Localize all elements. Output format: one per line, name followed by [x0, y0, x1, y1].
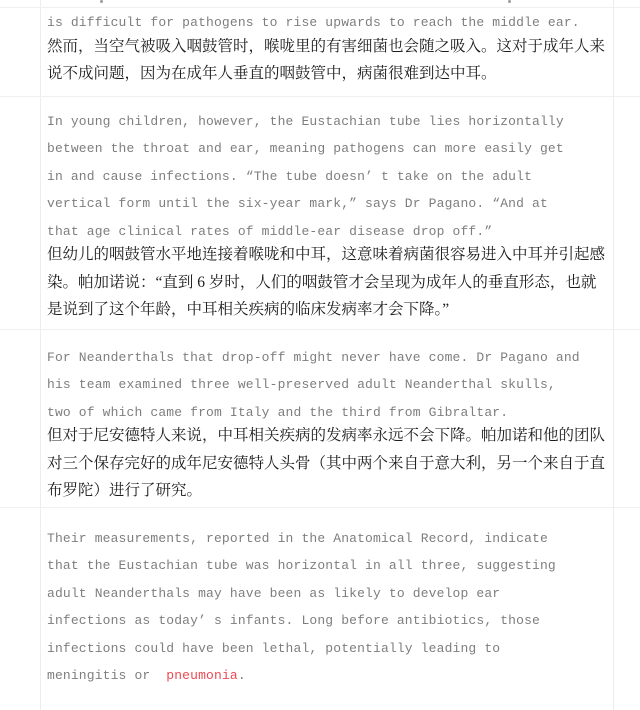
text-line — [47, 662, 620, 690]
text-line: infections as today’ s infants. Long before antibiotics, those — [47, 613, 540, 628]
paragraph-block — [47, 9, 620, 88]
text-line: that the Eustachian tube was horizontal in all three, suggesting — [47, 558, 556, 573]
text-line: between the throat and ear, meaning pathogens can more easily get — [47, 141, 564, 156]
paragraph-block — [47, 108, 620, 324]
text-line: 说不成问题，因为在成年人垂直的咽鼓管中，病菌很难到达中耳。 — [47, 65, 497, 82]
text-line: is difficult for pathogens to rise upwards to reach the middle ear. — [47, 15, 580, 30]
text-line: 是说到了这个年龄，中耳相关疾病的临床发病率才会下降。” — [47, 301, 450, 318]
column-border-left — [40, 0, 41, 710]
text-line: 然而，当空气被吸入咽鼓管时，喉咙里的有害细菌也会随之吸入。这对于成年人来 — [47, 37, 606, 55]
text-line: For Neanderthals that drop-off might never have come. Dr Pagano and — [47, 349, 580, 365]
text-segment: . — [237, 668, 246, 683]
text-line: Their measurements, reported in the Anatomical Record, indicate — [47, 530, 548, 546]
text-line: In young children, however, the Eustachian tube lies horizontally — [47, 113, 564, 129]
text-line: adult Neanderthals may have been as likely to develop ear — [47, 585, 501, 601]
text-line: in and cause infections. “The tube doesn’ t take on the adult — [47, 168, 533, 184]
text-line: 对三个保存完好的成年尼安德特人头骨（其中两个来自于意大利，另一个来自于直 — [47, 454, 606, 472]
english-paragraph — [47, 525, 620, 690]
text-line: his team examined three well-preserved adult Neanderthal skulls, — [47, 377, 556, 392]
chinese-paragraph — [47, 241, 620, 324]
english-paragraph — [47, 108, 620, 246]
text-line: infections could have been lethal, potentially leading to — [47, 640, 501, 656]
paragraph-block — [47, 344, 620, 505]
text-line: 布罗陀）进行了研究。 — [47, 482, 203, 499]
text-line: 但对于尼安德特人来说，中耳相关疾病的发病率永远不会下降。帕加诺和他的团队 — [47, 427, 606, 444]
paragraph-block — [47, 525, 620, 690]
text-line: two of which came from Italy and the third from Gibraltar. — [47, 404, 509, 420]
text-line: vertical form until the six-year mark,” says Dr Pagano. “And at — [47, 196, 548, 211]
text-line: that age clinical rates of middle-ear disease drop off.” — [47, 223, 493, 239]
bilingual-text-column — [47, 0, 620, 690]
text-segment: meningitis or — [47, 668, 167, 683]
text-line: 但幼儿的咽鼓管水平地连接着喉咙和中耳，这意味着病菌很容易进入中耳并引起感 — [47, 246, 606, 263]
text-line: 染。帕加诺说：“直到 6 岁时，人们的咽鼓管才会呈现为成年人的垂直形态，也就 — [47, 273, 597, 291]
pneumonia-link[interactable]: pneumonia — [166, 668, 238, 683]
chinese-paragraph — [47, 422, 620, 505]
chinese-paragraph — [47, 33, 620, 88]
english-paragraph — [47, 344, 620, 427]
